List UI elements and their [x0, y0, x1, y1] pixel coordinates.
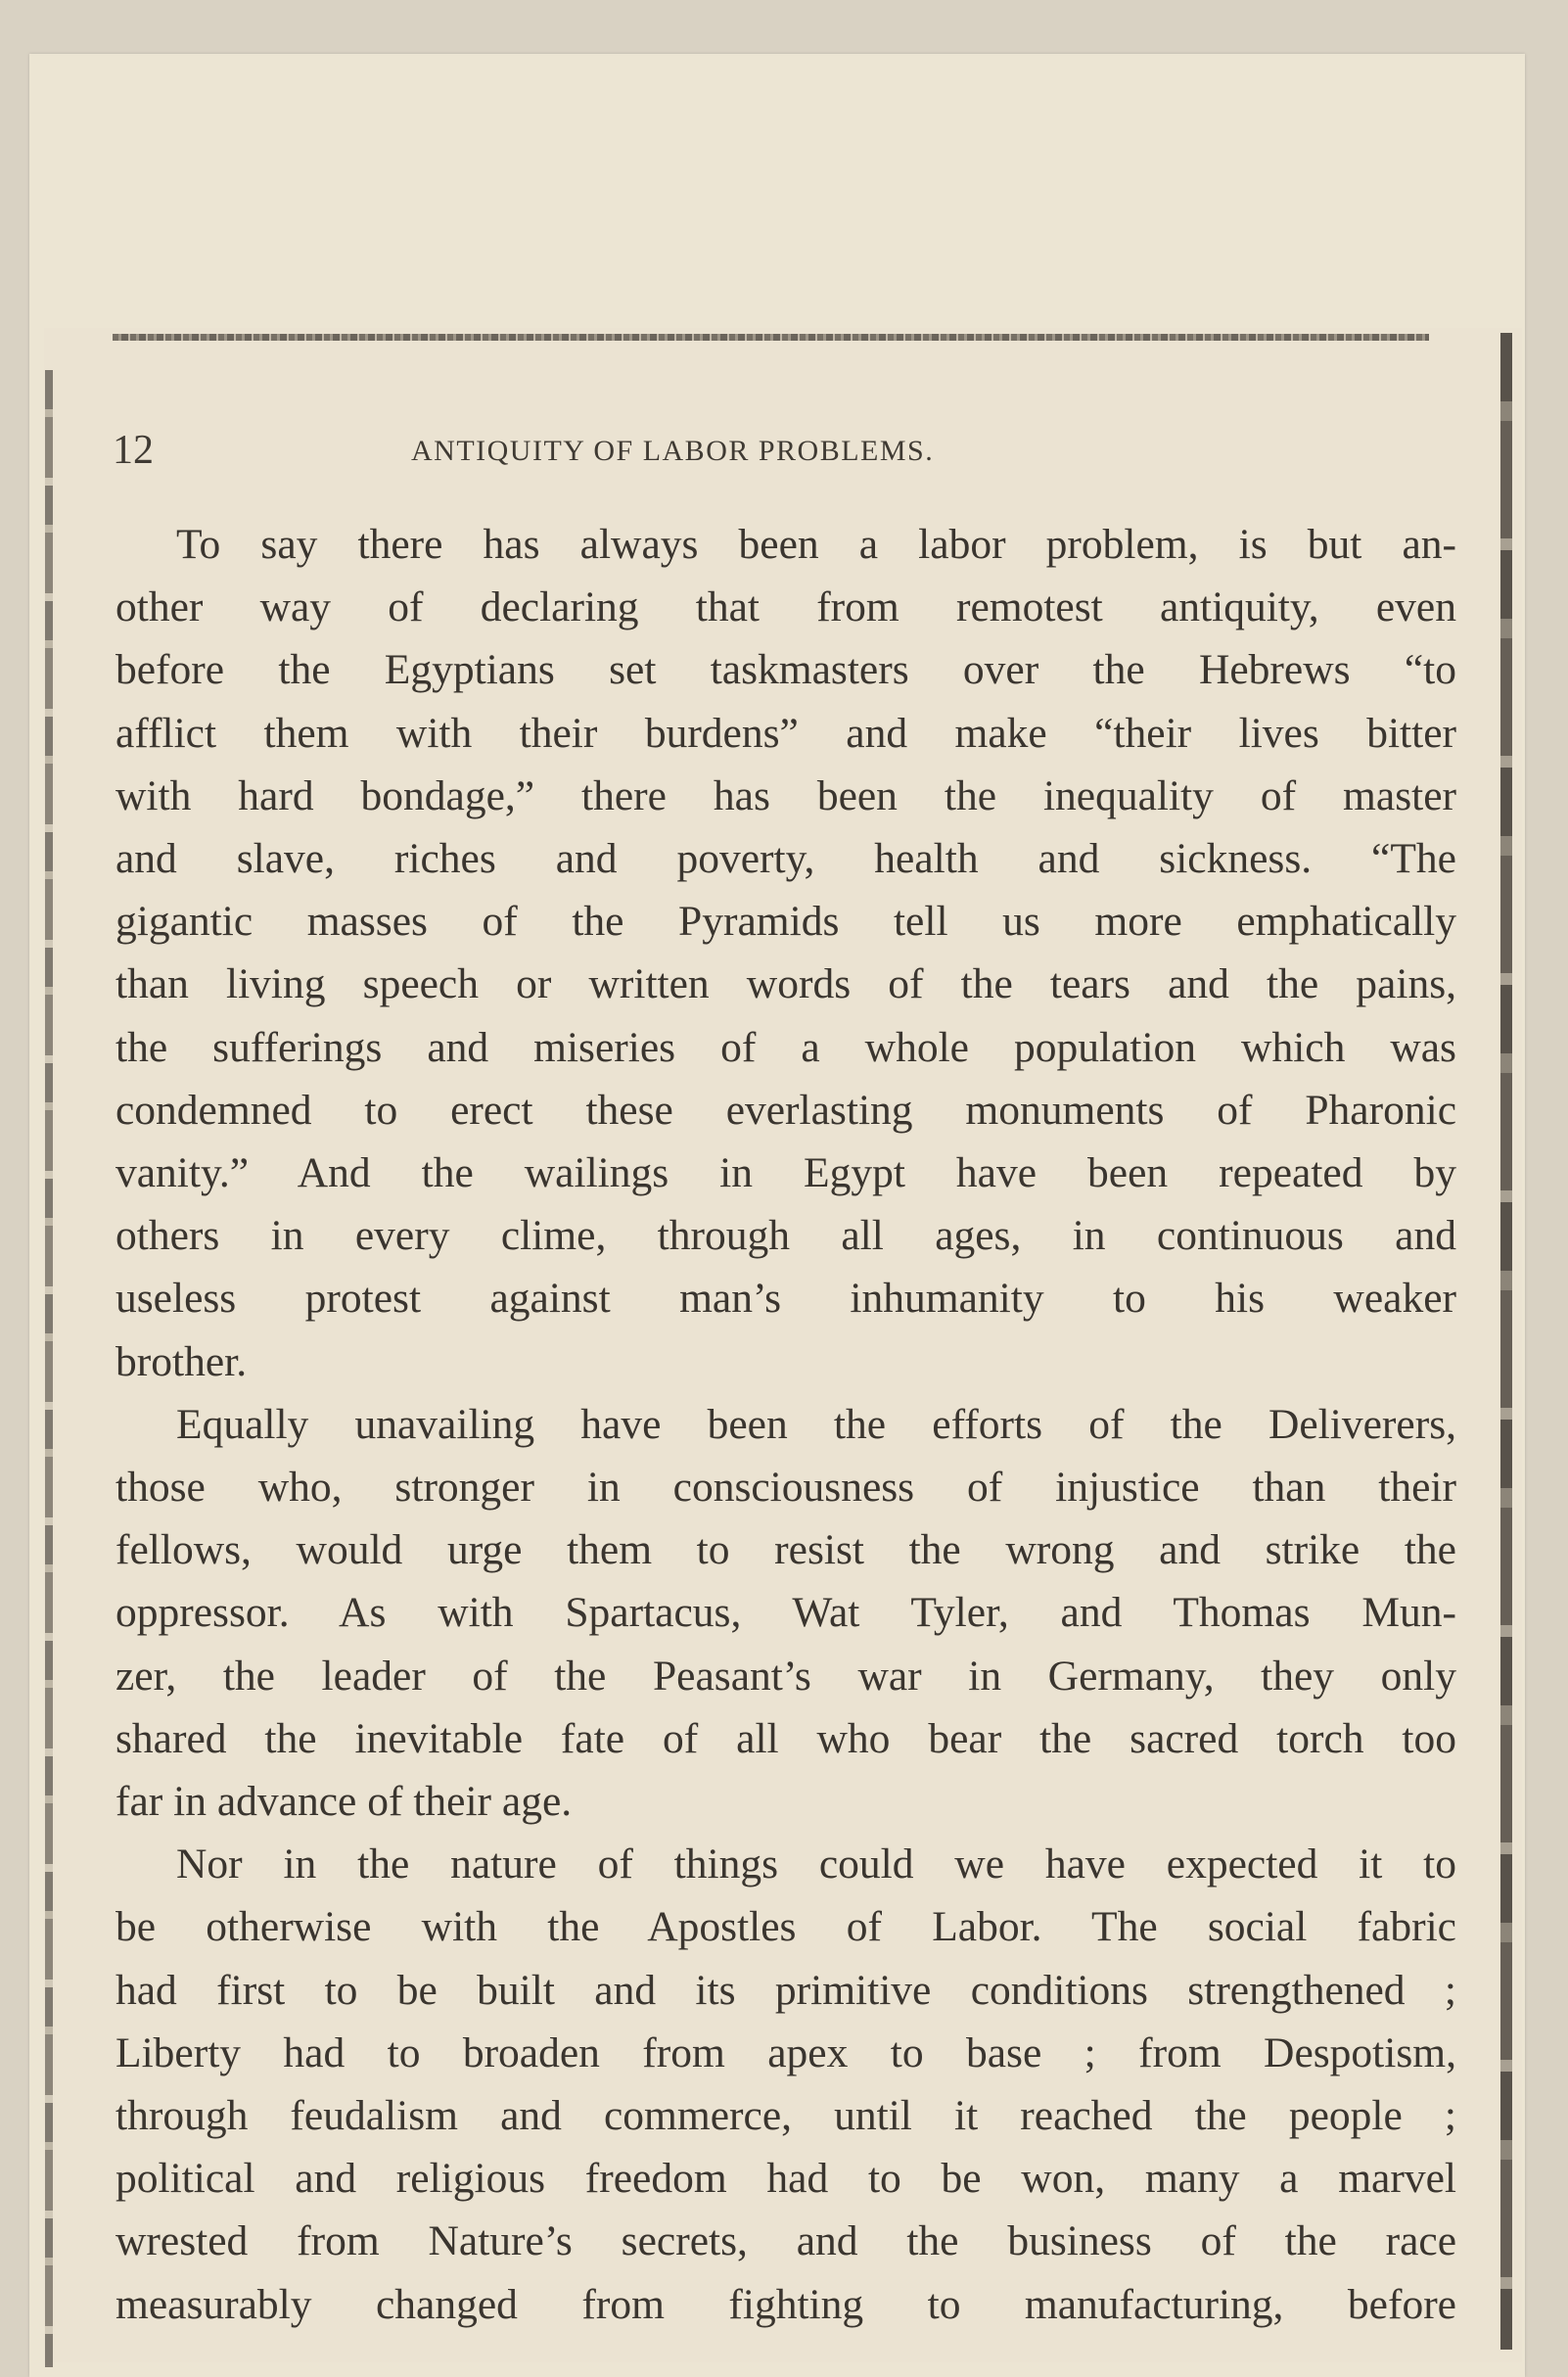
- paragraph-3: [115, 1833, 1456, 2336]
- text-line: afflict them with their burdens” and make “their lives bitter: [115, 709, 1456, 757]
- text-line: useless protest against man’s inhumanity to his weaker: [115, 1275, 1456, 1323]
- text-line: shared the inevitable fate of all who bear the sacred torch too: [115, 1714, 1456, 1762]
- running-head: ANTIQUITY OF LABOR PROBLEMS.: [411, 435, 935, 467]
- text-line: than living speech or written words of the tears and the pains,: [115, 960, 1456, 1008]
- paragraph-2: [115, 1393, 1456, 1833]
- text-line: and slave, riches and poverty, health and sickness. “The: [115, 835, 1456, 883]
- text-line: political and religious freedom had to be won, many a marvel: [115, 2155, 1456, 2203]
- text-line: before the Egyptians set taskmasters over the Hebrews “to: [115, 646, 1456, 694]
- text-line: through feudalism and commerce, until it reached the people ;: [115, 2092, 1456, 2140]
- text-line: Liberty had to broaden from apex to base ; from Despotism,: [115, 2028, 1456, 2076]
- page-number: 12: [113, 428, 154, 473]
- text-line: vanity.” And the wailings in Egypt have been repeated by: [115, 1149, 1456, 1197]
- text-line: To say there has always been a labor problem, is but an-: [176, 521, 1456, 568]
- text-line: fellows, would urge them to resist the wrong and strike the: [115, 1526, 1456, 1574]
- text-line: other way of declaring that from remotest antiquity, even: [115, 583, 1456, 631]
- text-line: with hard bondage,” there has been the inequality of master: [115, 771, 1456, 819]
- text-line: zer, the leader of the Peasant’s war in Germany, they only: [115, 1652, 1456, 1700]
- text-line: far in advance of their age.: [115, 1778, 573, 1826]
- text-line: brother.: [115, 1337, 248, 1385]
- text-line: oppressor. As with Spartacus, Wat Tyler, and Thomas Mun-: [115, 1589, 1456, 1637]
- text-line: the sufferings and miseries of a whole population which was: [115, 1023, 1456, 1071]
- text-line: Nor in the nature of things could we have expected it to: [176, 1841, 1456, 1888]
- body-text: [115, 513, 1456, 2336]
- text-line: had first to be built and its primitive conditions strengthened ;: [115, 1966, 1456, 2014]
- text-line: those who, stronger in consciousness of injustice than their: [115, 1464, 1456, 1512]
- right-cut-edge: [1500, 333, 1512, 2350]
- text-line: wrested from Nature’s secrets, and the business of the race: [115, 2217, 1456, 2265]
- text-line: measurably changed from fighting to manufacturing, before: [115, 2280, 1456, 2328]
- paragraph-1: [115, 513, 1456, 1393]
- left-cut-edge: [45, 370, 53, 2367]
- text-line: Equally unavailing have been the efforts of the Deliverers,: [176, 1400, 1456, 1448]
- text-line: condemned to erect these everlasting monuments of Pharonic: [115, 1086, 1456, 1134]
- top-rule: [113, 334, 1429, 341]
- text-line: gigantic masses of the Pyramids tell us more emphatically: [115, 898, 1456, 946]
- page-header: [113, 421, 1483, 480]
- text-line: others in every clime, through all ages, in continuous and: [115, 1212, 1456, 1260]
- text-line: be otherwise with the Apostles of Labor. The social fabric: [115, 1903, 1456, 1951]
